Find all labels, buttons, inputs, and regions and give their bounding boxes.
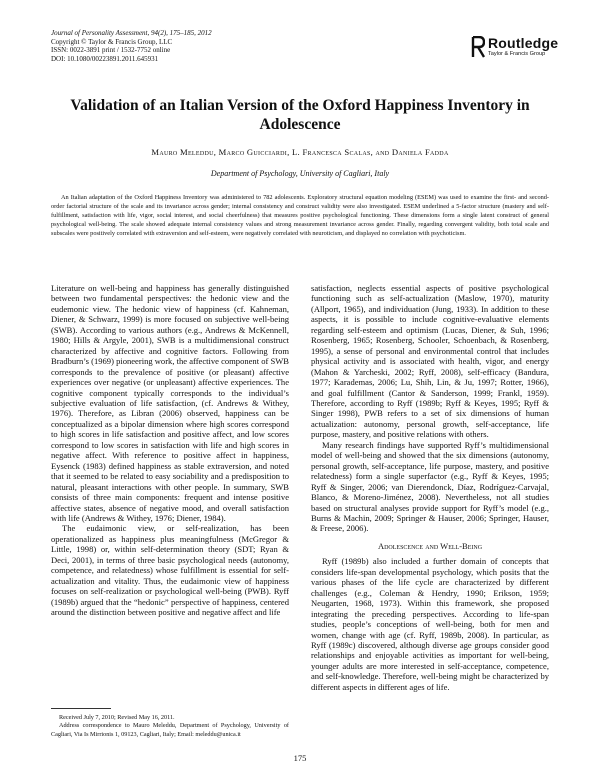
article-title: Validation of an Italian Version of the Oxford Happiness Inventory in Adolescence	[70, 97, 530, 133]
journal-line: Journal of Personality Assessment, 94(2), 175–185, 2012	[51, 29, 212, 37]
body-paragraph: satisfaction, neglects essential aspects of positive psychological functioning such as self-actualization (Maslow, 1970), maturity (Allport, 1965), and individuation (Jung, 1933). In addition to these aspects, it is possible to include cognitive-evaluative elements regarding self-esteem and optimism (Lucas, Diener, & Suh, 1996; Rosenberg, 1965; Rosenberg, Schooler, Schoenbach, & Rosenberg, 1995), a sense of personal and environmental control that includes physical activity and is associated with health, vigor, and energy (Mahon & Yarcheski, 2002; Ryff, 2008), self-efficacy (Bandura, 1977; Karademas, 2006; Lu, Shih, Lin, & Ju, 1997; Rotter, 1966), and goal fulfillment (Cantor & Sanderson, 1999; Frankl, 1959). Therefore, according to Ryff (1989b; Ryff & Keyes, 1995; Ryff & Singer 1998), PWB refers to a set of six dimensions of human actualization: autonomy, personal growth, self-acceptance, life purpose, mastery, and positive relations with others.	[311, 283, 549, 440]
copyright-line: Copyright © Taylor & Francis Group, LLC	[51, 37, 173, 46]
publisher-logo	[471, 36, 558, 58]
publisher-name: Routledge	[488, 35, 559, 51]
doi-line: DOI: 10.1080/00223891.2011.645931	[51, 54, 159, 63]
correspondence-note: Address correspondence to Mauro Meleddu, Department of Psychology, University of Cagliari, Via Is Mirrionis 1, 09123, Cagliari, Italy; Email: meleddu@unica.it	[51, 722, 289, 738]
page-number: 175	[293, 753, 307, 763]
footnotes	[51, 714, 289, 739]
journal-meta	[51, 29, 212, 63]
author-list: Mauro Meleddu, Marco Guicciardi, L. Francesca Scalas, and Daniela Fadda	[151, 147, 449, 157]
abstract-text: An Italian adaptation of the Oxford Happiness Inventory was administered to 782 adolescents. Exploratory structural equation modeling (ESEM) was used to examine the first- and second-order factorial structure of the scale and its invariance across gender; internal consistency and construct validity were also investigated. ESEM underlined a 5-factor structure (mastery and self-fulfillment, satisfaction with life, vigor, social interest, and social cheerfulness) that measures positive psychological functioning. These dimensions form a single latent construct of general psychological well-being. The scale showed adequate internal consistency values and strong measurement invariance across gender. Finally, regarding convergent validity, both total scale and subscales were positively correlated with extraversion and self-esteem, were negatively correlated with neuroticism, and displayed no correlation with psychoticism.	[51, 194, 549, 237]
body-paragraph: The eudaimonic view, or self-realization, has been operationalized as happiness plus meaningfulness (McGregor & Little, 1998) or, within self-determination theory (SDT; Ryan & Deci, 2001), in terms of three basic psychological needs (autonomy, competence, and relatedness) whose fulfillment is essential for self-actualization and vitality. Thus, the eudaimonic view of happiness focuses on self-realization or psychological well-being (PWB). Ryff (1989b) argued that the “hedonic” perspective of happiness, centered around the distinction between positive and negative affect and life	[51, 523, 289, 618]
body-paragraph: Literature on well-being and happiness has generally distinguished between two fundamental perspectives: the hedonic view and the eudemonic view. The hedonic view of happiness (cf. Kahneman, Diener, & Schwarz, 1999) is more focused on subjective well-being (SWB). According to various authors (e.g., Andrews & McKennell, 1980; Hills & Argyle, 2001), SWB is a multidimensional construct characterized by affective and cognitive factors. Following from Bradburn’s (1969) pioneering work, the affective component of SWB corresponds to the prevalence of positive (or pleasant) affective experiences over negative (or unpleasant) affective experiences. The cognitive component typically corresponds to the individual’s subjective evaluation of life satisfaction, (cf. Andrews & Withey, 1976). Therefore, as Libran (2006) observed, happiness can be conceptualized as a bipolar dimension where high scores correspond to high scores in life satisfaction and positive affect, and low scores correspond to low scores in satisfaction with life and high scores in negative affect. With reference to positive affect in happiness, Eysenck (1983) defined happiness as stable extraversion, and noted that it seemed to be related to easy sociability and a predisposition to natural, pleasant interactions with other people. In summary, SWB consists of three main components: frequent and intense positive affective states, absence of negative mood, and overall satisfaction with life (Andrews & Withey, 1976; Diener, 1984).	[51, 283, 289, 523]
abstract	[51, 194, 549, 239]
section-heading: Adolescence and Well-Being	[377, 540, 483, 551]
routledge-r-icon	[471, 36, 485, 58]
footnote-divider	[51, 708, 111, 709]
received-note: Received July 7, 2010; Revised May 16, 2011.	[59, 714, 175, 721]
body-paragraph: Ryff (1989b) also included a further domain of concepts that considers life-span developmental psychology, which posits that the various phases of the life cycle are characterized by different challenges (e.g., Coleman & Hendry, 1990; Erikson, 1959; Neugarten, 1968, 1973). Within this framework, she proposed integrating the preceding perspectives. According to life-span studies, people’s conceptions of well-being, both for men and women, change with age (cf. Ryff, 1989b, 2008). In particular, as Ryff (1989c) discovered, although diverse age groups consider good relationships and enjoyable activities as important for well-being, younger adults are more interested in self-acceptance, competence, and self-knowledge. Therefore, well-being might be characterized by different aspects in different ages of life.	[311, 556, 549, 692]
left-column	[51, 283, 289, 618]
right-column	[311, 283, 549, 692]
issn-line: ISSN: 0022-3891 print / 1532-7752 online	[51, 46, 171, 55]
affiliation: Department of Psychology, University of Cagliari, Italy	[210, 169, 390, 178]
publisher-subtitle: Taylor & Francis Group	[488, 51, 546, 57]
body-paragraph: Many research findings have supported Ryff’s multidimensional model of well-being and showed that the six dimensions (autonomy, personal growth, self-acceptance, life purpose, mastery, and positive relatedness) form a single superfactor (e.g., Ryff & Keyes, 1995; Ryff & Singer, 2006; van Dierendonck, Díaz, Rodríguez-Carvajal, Blanco, & Moreno-Jiménez, 2008). Nevertheless, not all studies based on structural analyses provide support for Ryff’s model (e.g., Burns & Machin, 2009; Springer & Hauser, 2006; Springer, Hauser, & Freese, 2006).	[311, 439, 549, 534]
